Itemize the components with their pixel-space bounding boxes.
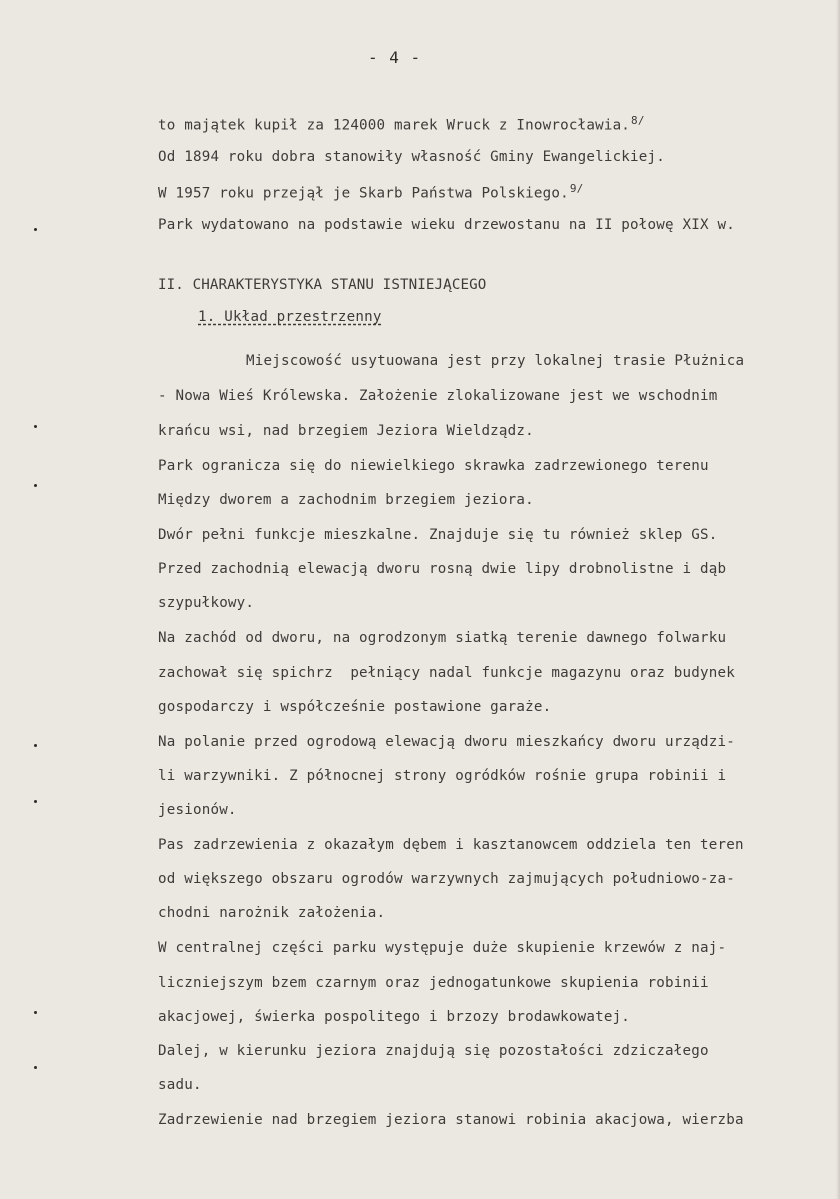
text-line: Dwór pełni funkcje mieszkalne. Znajduje się tu również sklep GS.	[158, 527, 718, 543]
text-line: chodni narożnik założenia.	[158, 905, 386, 921]
text-line: Przed zachodnią elewacją dworu rosną dwie lipy drobnolistne i dąb	[158, 561, 727, 577]
text-line: - Nowa Wieś Królewska. Założenie zlokalizowane jest we wschodnim	[158, 388, 718, 404]
section-heading: II. CHARAKTERYSTYKA STANU ISTNIEJĄCEGO	[158, 277, 487, 293]
text-line: Miejscowość usytuowana jest przy lokalnej trasie Płużnica	[246, 353, 745, 369]
text-line: Zadrzewienie nad brzegiem jeziora stanowi robinia akacjowa, wierzba	[158, 1112, 744, 1128]
text-line: od większego obszaru ogrodów warzywnych zajmujących południowo-za-	[158, 871, 735, 887]
text-line: Park wydatowano na podstawie wieku drzewostanu na II połowę XIX w.	[158, 217, 735, 233]
text-line: Na zachód od dworu, na ogrodzonym siatką terenie dawnego folwarku	[158, 630, 727, 646]
binder-hole-mark	[34, 744, 37, 747]
text-line: gospodarczy i współcześnie postawione garaże.	[158, 699, 552, 715]
footnote-marker: 9/	[569, 182, 584, 195]
footnote-marker: 8/	[631, 114, 645, 127]
binder-hole-mark	[34, 425, 37, 428]
binder-hole-mark	[34, 484, 37, 487]
text-line: Na polanie przed ogrodową elewacją dworu mieszkańcy dworu urządzi-	[158, 734, 735, 750]
text-line: akacjowej, świerka pospolitego i brzozy brodawkowatej.	[158, 1009, 631, 1025]
text-line: sadu.	[158, 1077, 202, 1093]
text-line: jesionów.	[158, 802, 237, 818]
text-line: Dalej, w kierunku jeziora znajdują się pozostałości zdziczałego	[158, 1043, 709, 1059]
text-line: liczniejszym bzem czarnym oraz jednogatunkowe skupienia robinii	[158, 975, 709, 991]
text-line: zachował się spichrz pełniący nadal funkcje magazynu oraz budynek	[158, 665, 735, 681]
page-number: - 4 -	[368, 48, 422, 67]
binder-hole-mark	[34, 800, 37, 803]
binder-hole-mark	[34, 1066, 37, 1069]
text-line: krańcu wsi, nad brzegiem Jeziora Wieldządz.	[158, 423, 534, 439]
text-line: Od 1894 roku dobra stanowiły własność Gminy Ewangelickiej.	[158, 149, 666, 165]
text-line: W 1957 roku przejął je Skarb Państwa Polskiego.$^{9/}$	[158, 182, 584, 202]
page-edge	[836, 0, 840, 1199]
binder-hole-mark	[34, 228, 37, 231]
binder-hole-mark	[34, 1011, 37, 1014]
text-line: Pas zadrzewienia z okazałym dębem i kasztanowcem oddziela ten teren	[158, 837, 744, 853]
text-line: to majątek kupił za 124000 marek Wruck z Inowrocławia.$^{8/}$	[158, 114, 645, 134]
text-line: szypułkowy.	[158, 595, 255, 611]
text-line: Między dworem a zachodnim brzegiem jeziora.	[158, 492, 534, 508]
subsection-heading: 1. Układ przestrzenny	[198, 309, 382, 325]
text-line: li warzywniki. Z północnej strony ogródków rośnie grupa robinii i	[158, 768, 727, 784]
text-line: W centralnej części parku występuje duże skupienie krzewów z naj-	[158, 940, 727, 956]
text-line: Park ogranicza się do niewielkiego skrawka zadrzewionego terenu	[158, 458, 709, 474]
